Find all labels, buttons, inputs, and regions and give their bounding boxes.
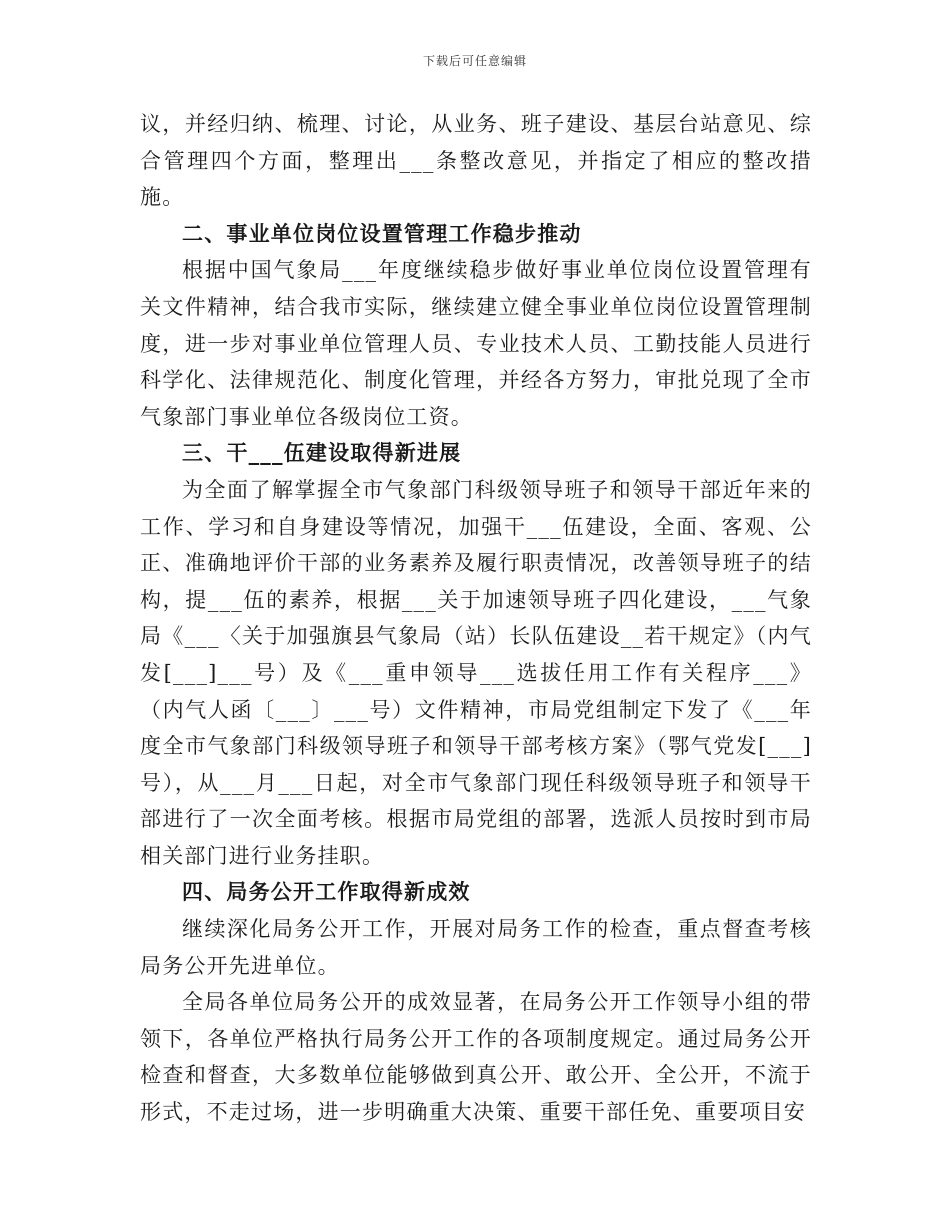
section-heading-4: 四、局务公开工作取得新成效 [182, 879, 471, 905]
section-heading-3: 三、干___伍建设取得新进展 [182, 440, 462, 466]
paragraph-section-4b: 全局各单位局务公开的成效显著，在局务公开工作领导小组的带领下，各单位严格执行局务公开工作的各项制度规定。通过局务公开检查和督查，大多数单位能够做到真公开、敢公开、全公开，不流于形式，不走过场，进一步明确重大决策、重要干部任免、重要项目安 [140, 990, 812, 1125]
paragraph-section-4a: 继续深化局务公开工作，开展对局务工作的检查，重点督查考核局务公开先进单位。 [140, 917, 812, 978]
document-body [140, 106, 812, 1131]
page-header-note: 下载后可任意编辑 [422, 54, 527, 68]
paragraph-section-2: 根据中国气象局___年度继续稳步做好事业单位岗位设置管理有关文件精神，结合我市实际，继续建立健全事业单位岗位设置管理制度，进一步对事业单位管理人员、专业技术人员、工勤技能人员进行科学化、法律规范化、制度化管理，并经各方努力，审批兑现了全市气象部门事业单位各级岗位工资。 [140, 258, 812, 429]
paragraph-continuation: 议，并经归纳、梳理、讨论，从业务、班子建设、基层台站意见、综合管理四个方面，整理出___条整改意见，并指定了相应的整改措施。 [140, 112, 812, 210]
section-heading-2: 二、事业单位岗位设置管理工作稳步推动 [182, 220, 582, 246]
paragraph-section-3: 为全面了解掌握全市气象部门科级领导班子和领导干部近年来的工作、学习和自身建设等情况，加强干___伍建设，全面、客观、公正、准确地评价干部的业务素养及履行职责情况，改善领导班子的结构，提___伍的素养，根据___关于加速领导班子四化建设，___气象局《___〈关于加强旗县气象局（站）长队伍建设__若干规定》（内气发[___]___号）及《___重申领导___选拔任用工作有关程序___》（内气人函〔___〕___号）文件精神，市局党组制定下发了《___年度全市气象部门科级领导班子和领导干部考核方案》（鄂气党发[___]号），从___月___日起，对全市气象部门现任科级领导班子和领导干部进行了一次全面考核。根据市局党组的部署，选派人员按时到市局相关部门进行业务挂职。 [140, 477, 812, 868]
